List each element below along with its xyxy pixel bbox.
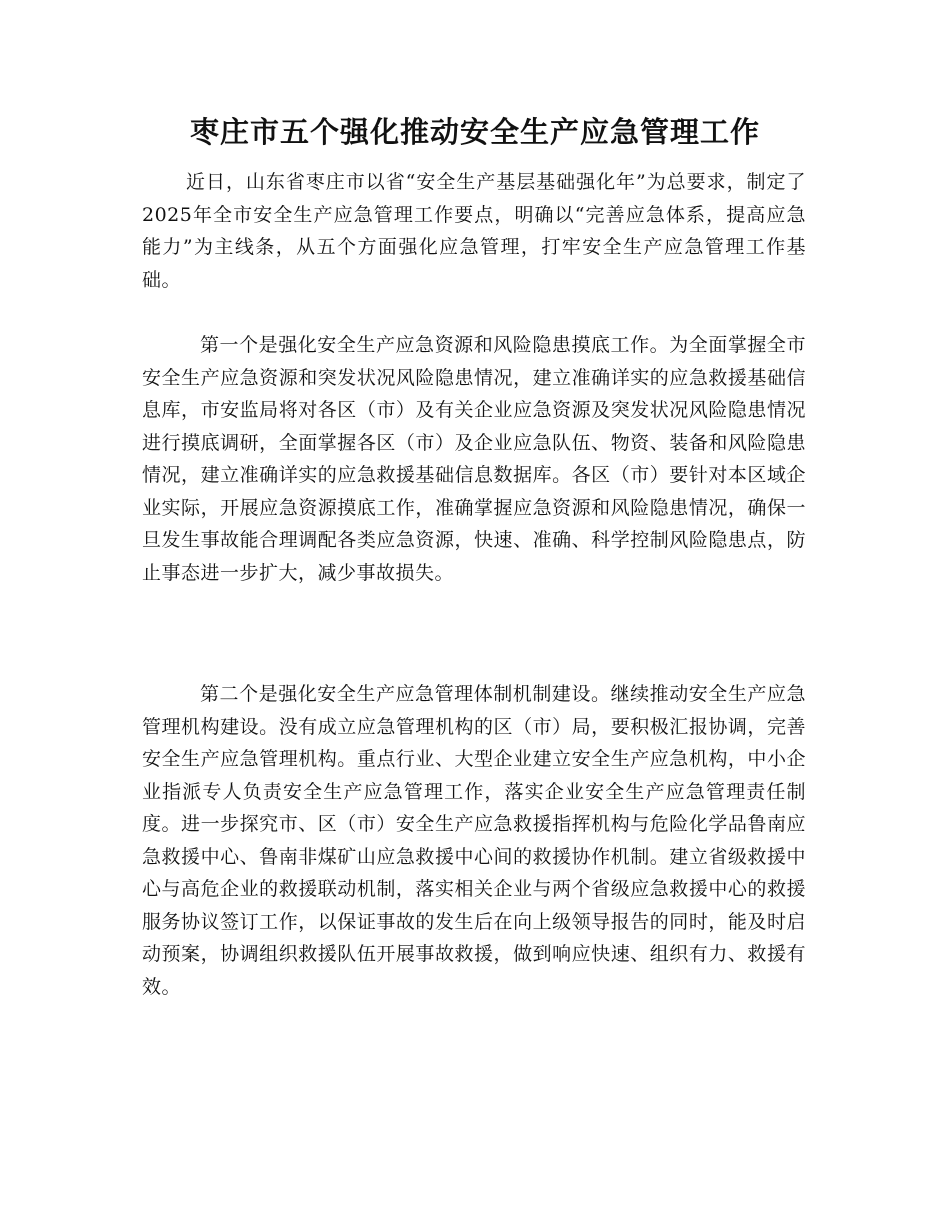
paragraph-intro: 近日，山东省枣庄市以省“安全生产基层基础强化年”为总要求，制定了2025年全市安全生产应急管理工作要点，明确以“完善应急体系，提高应急能力”为主线条，从五个方面强化应急管理，打牢安全生产应急管理工作基础。 (142, 171, 806, 291)
paragraph-second-measure: 第二个是强化安全生产应急管理体制机制建设。继续推动安全生产应急管理机构建设。没有成立应急管理机构的区（市）局，要积极汇报协调，完善安全生产应急管理机构。重点行业、大型企业建立安全生产应急机构，中小企业指派专人负责安全生产应急管理工作，落实企业安全生产应急管理责任制度。进一步探究市、区（市）安全生产应急救援指挥机构与危险化学品鲁南应急救援中心、鲁南非煤矿山应急救援中心间的救援协作机制。建立省级救援中心与高危企业的救援联动机制，落实相关企业与两个省级应急救援中心的救援服务协议签订工作，以保证事故的发生后在向上级领导报告的同时，能及时启动预案，协调组织救援队伍开展事故救援，做到响应快速、组织有力、救援有效。 (142, 683, 806, 998)
document-title: 枣庄市五个强化推动安全生产应急管理工作 (189, 115, 760, 149)
paragraph-first-measure: 第一个是强化安全生产应急资源和风险隐患摸底工作。为全面掌握全市安全生产应急资源和突发状况风险隐患情况，建立准确详实的应急救援基础信息库，市安监局将对各区（市）及有关企业应急资源及突发状况风险隐患情况进行摸底调研，全面掌握各区（市）及企业应急队伍、物资、装备和风险隐患情况，建立准确详实的应急救援基础信息数据库。各区（市）要针对本区域企业实际，开展应急资源摸底工作，准确掌握应急资源和风险隐患情况，确保一旦发生事故能合理调配各类应急资源，快速、准确、科学控制风险隐患点，防止事态进一步扩大，减少事故损失。 (142, 334, 806, 584)
